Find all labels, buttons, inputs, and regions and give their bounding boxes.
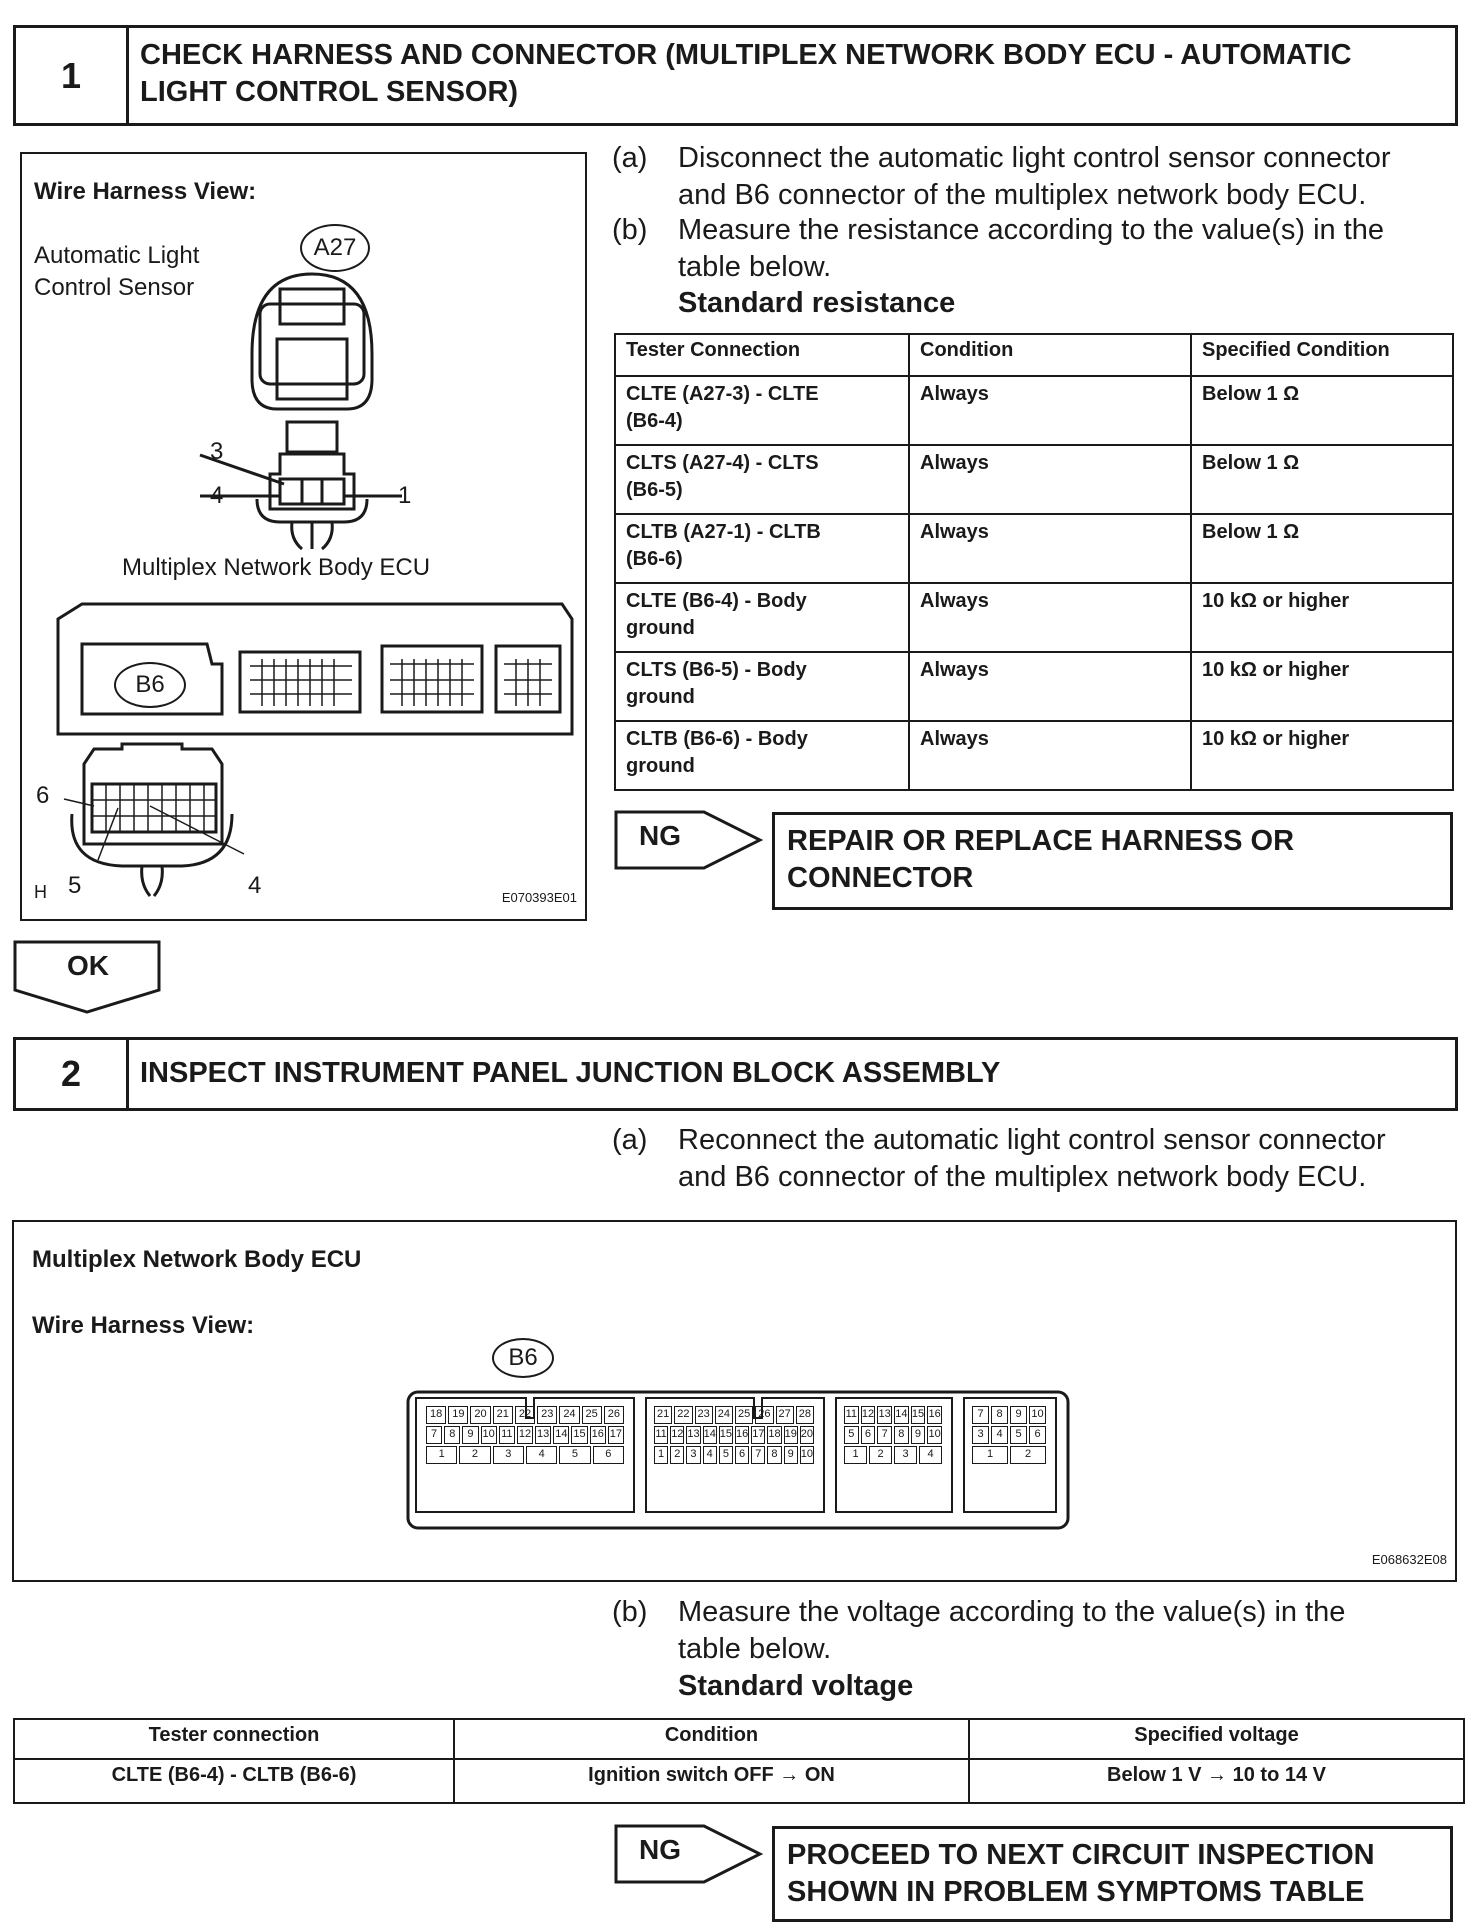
connector-pin: 22	[674, 1406, 692, 1424]
table-header: Tester Connection	[615, 334, 909, 376]
connector-pin: 3	[972, 1426, 989, 1444]
connector-pin: 26	[755, 1406, 773, 1424]
table-cell: CLTE (B6-4) - Body ground	[615, 583, 909, 652]
table-cell: Below 1 Ω	[1191, 376, 1453, 445]
table-cell: CLTB (B6-6) - Body ground	[615, 721, 909, 790]
table-header-row	[14, 1719, 1464, 1759]
connector-pin: 20	[470, 1406, 490, 1424]
connector-pin: 26	[604, 1406, 624, 1424]
table-row	[615, 583, 1453, 652]
connector-b6-callout: B6	[492, 1338, 554, 1378]
table-cell: CLTS (A27-4) - CLTS (B6-5)	[615, 445, 909, 514]
connector-pin: 8	[767, 1446, 781, 1464]
figure-code: E070393E01	[501, 890, 577, 905]
step-1-header	[13, 25, 1458, 126]
table-header: Specified Condition	[1191, 334, 1453, 376]
connector-pin: 5	[844, 1426, 859, 1444]
pin-3-label: 3	[210, 438, 224, 465]
table-cell: CLTB (A27-1) - CLTB (B6-6)	[615, 514, 909, 583]
connector-pin: 10	[927, 1426, 942, 1444]
table-cell: 10 kΩ or higher	[1191, 721, 1453, 790]
connector-pin: 23	[537, 1406, 557, 1424]
ecu-pin-grid	[250, 659, 552, 706]
connector-pin: 18	[426, 1406, 446, 1424]
connector-pin: 2	[459, 1446, 490, 1464]
connector-pin: 9	[911, 1426, 926, 1444]
table-cell: 10 kΩ or higher	[1191, 583, 1453, 652]
step-2-number: 2	[16, 1040, 129, 1108]
step-2-header	[13, 1037, 1458, 1111]
ecu-label: Multiplex Network Body ECU	[122, 554, 431, 581]
table-cell: CLTS (B6-5) - Body ground	[615, 652, 909, 721]
connector-pin: 7	[426, 1426, 442, 1444]
connector-pin: 19	[448, 1406, 468, 1424]
table-cell: Below 1 Ω	[1191, 445, 1453, 514]
sensor-plug-drawing	[200, 422, 402, 549]
connector-pin: 10	[1029, 1406, 1046, 1424]
pin-4-label: 4	[210, 482, 224, 509]
step-2-figure	[12, 1220, 1457, 1582]
ng-result-step-1: REPAIR OR REPLACE HARNESS OR CONNECTOR	[772, 812, 1453, 910]
connector-pin: 4	[703, 1446, 717, 1464]
standard-resistance-label: Standard resistance	[678, 287, 956, 319]
connector-pin: 21	[493, 1406, 513, 1424]
connector-pin: 8	[444, 1426, 460, 1444]
wiring-diagram	[22, 154, 585, 919]
table-cell: Always	[909, 583, 1191, 652]
ok-label: OK	[67, 950, 109, 981]
step-1-instruction-a: (a) Disconnect the automatic light control sensor connector and B6 connector of the multiplex network body ECU.	[612, 142, 1391, 211]
connector-pin: 12	[861, 1406, 876, 1424]
connector-pin: 13	[686, 1426, 700, 1444]
table-cell: Always	[909, 721, 1191, 790]
table-cell: Below 1 Ω	[1191, 514, 1453, 583]
connector-pin: 21	[654, 1406, 672, 1424]
connector-pin: 1	[844, 1446, 867, 1464]
connector-b6-callout: B6	[114, 662, 186, 708]
connector-pin: 10	[800, 1446, 814, 1464]
table-header-row	[615, 334, 1453, 376]
step-1-instruction-b: (b) Measure the resistance according to the value(s) in the table below.	[612, 214, 1385, 283]
connector-pin: 3	[894, 1446, 917, 1464]
table-row	[615, 445, 1453, 514]
table-header: Condition	[454, 1719, 969, 1759]
b6-plug-drawing	[72, 744, 232, 896]
connector-pin: 7	[877, 1426, 892, 1444]
connector-pin: 23	[695, 1406, 713, 1424]
connector-pin: 19	[784, 1426, 798, 1444]
connector-pin: 17	[608, 1426, 624, 1444]
connector-pin: 24	[715, 1406, 733, 1424]
table-row	[615, 376, 1453, 445]
step-1-figure	[20, 152, 587, 921]
connector-pin: 3	[493, 1446, 524, 1464]
table-cell: Always	[909, 376, 1191, 445]
connector-pin: 22	[515, 1406, 535, 1424]
connector-pin: 24	[559, 1406, 579, 1424]
sensor-label: Automatic Light Control Sensor	[34, 242, 200, 301]
ng-result-step-2: PROCEED TO NEXT CIRCUIT INSPECTION SHOWN IN PROBLEM SYMPTOMS TABLE	[772, 1826, 1453, 1922]
step-2-instruction-a: (a) Reconnect the automatic light control sensor connector and B6 connector of the multiplex network body ECU.	[612, 1124, 1386, 1193]
resistance-table	[614, 333, 1454, 791]
pin-5-label: 5	[68, 872, 82, 899]
pin-4b-label: 4	[248, 872, 262, 899]
connector-pin: 13	[535, 1426, 551, 1444]
figure-label: Wire Harness View:	[34, 178, 257, 205]
connector-pin: 7	[751, 1446, 765, 1464]
table-header: Specified voltage	[969, 1719, 1464, 1759]
step-2-instruction-b: (b) Measure the voltage according to the value(s) in the table below.	[612, 1596, 1346, 1665]
figure-title: Multiplex Network Body ECU	[32, 1246, 362, 1273]
connector-pin: 27	[776, 1406, 794, 1424]
connector-pin: 7	[972, 1406, 989, 1424]
pin-1-label: 1	[398, 482, 412, 509]
connector-pin: 6	[1029, 1426, 1046, 1444]
connector-pin: 18	[767, 1426, 781, 1444]
connector-pin: 2	[869, 1446, 892, 1464]
connector-pin: 11	[654, 1426, 668, 1444]
connector-pin: 8	[991, 1406, 1008, 1424]
connector-pin: 1	[426, 1446, 457, 1464]
connector-pin: 25	[582, 1406, 602, 1424]
connector-pin: 6	[593, 1446, 624, 1464]
connector-pin: 14	[894, 1406, 909, 1424]
table-row	[615, 721, 1453, 790]
table-cell: CLTE (B6-4) - CLTB (B6-6)	[14, 1759, 454, 1803]
table-cell: 10 kΩ or higher	[1191, 652, 1453, 721]
connector-pin: 25	[735, 1406, 753, 1424]
connector-pin: 3	[686, 1446, 700, 1464]
connector-pin: 2	[670, 1446, 684, 1464]
voltage-table	[13, 1718, 1465, 1804]
connector-pin: 9	[1010, 1406, 1027, 1424]
step-2-title: INSPECT INSTRUMENT PANEL JUNCTION BLOCK ASSEMBLY	[140, 1057, 1001, 1089]
connector-pin: 5	[559, 1446, 590, 1464]
table-cell: Ignition switch OFF → ON	[454, 1759, 969, 1803]
connector-pin: 14	[703, 1426, 717, 1444]
table-row	[14, 1759, 1464, 1803]
table-cell: CLTE (A27-3) - CLTE (B6-4)	[615, 376, 909, 445]
connector-pin: 8	[894, 1426, 909, 1444]
ng-label-step-1: NG	[639, 820, 681, 851]
connector-pin: 17	[751, 1426, 765, 1444]
connector-pin: 20	[800, 1426, 814, 1444]
connector-pin: 4	[526, 1446, 557, 1464]
connector-pin: 9	[462, 1426, 478, 1444]
connector-pin: 16	[735, 1426, 749, 1444]
table-header: Tester connection	[14, 1719, 454, 1759]
connector-pin: 2	[1010, 1446, 1046, 1464]
connector-pin: 5	[1010, 1426, 1027, 1444]
table-cell: Always	[909, 514, 1191, 583]
connector-pin: 9	[784, 1446, 798, 1464]
connector-pin: 14	[553, 1426, 569, 1444]
table-cell: Below 1 V → 10 to 14 V	[969, 1759, 1464, 1803]
connector-pin: 13	[877, 1406, 892, 1424]
sensor-connector-drawing	[252, 274, 372, 409]
ng-label-step-2: NG	[639, 1834, 681, 1865]
table-cell: Always	[909, 445, 1191, 514]
connector-pin: 12	[517, 1426, 533, 1444]
connector-pin: 15	[911, 1406, 926, 1424]
table-row	[615, 652, 1453, 721]
connector-pin: 15	[719, 1426, 733, 1444]
connector-pin: 1	[972, 1446, 1008, 1464]
connector-pin: 16	[927, 1406, 942, 1424]
connector-pin: 4	[991, 1426, 1008, 1444]
figure-label: Wire Harness View:	[32, 1312, 255, 1339]
connector-pin: 11	[499, 1426, 515, 1444]
connector-a27-callout: A27	[300, 224, 370, 272]
connector-pin: 1	[654, 1446, 668, 1464]
connector-pin: 5	[719, 1446, 733, 1464]
table-cell: Always	[909, 652, 1191, 721]
pin-6-label: 6	[36, 782, 50, 809]
table-header: Condition	[909, 334, 1191, 376]
figure-code: E068632E08	[1371, 1552, 1447, 1567]
standard-voltage-label: Standard voltage	[678, 1670, 914, 1702]
connector-pin: 4	[919, 1446, 942, 1464]
connector-pin: 16	[590, 1426, 606, 1444]
connector-pin: 15	[571, 1426, 587, 1444]
step-1-title: CHECK HARNESS AND CONNECTOR (MULTIPLEX NETWORK BODY ECU - AUTOMATIC LIGHT CONTROL SENSOR)	[140, 39, 1352, 108]
connector-pin: 6	[861, 1426, 876, 1444]
table-row	[615, 514, 1453, 583]
connector-pin: 28	[796, 1406, 814, 1424]
pin-h-label: H	[34, 882, 47, 902]
connector-pin: 6	[735, 1446, 749, 1464]
connector-pin: 11	[844, 1406, 859, 1424]
connector-pin: 12	[670, 1426, 684, 1444]
step-1-number: 1	[16, 28, 129, 123]
connector-pin: 10	[481, 1426, 497, 1444]
connector-outline	[14, 1222, 1455, 1580]
